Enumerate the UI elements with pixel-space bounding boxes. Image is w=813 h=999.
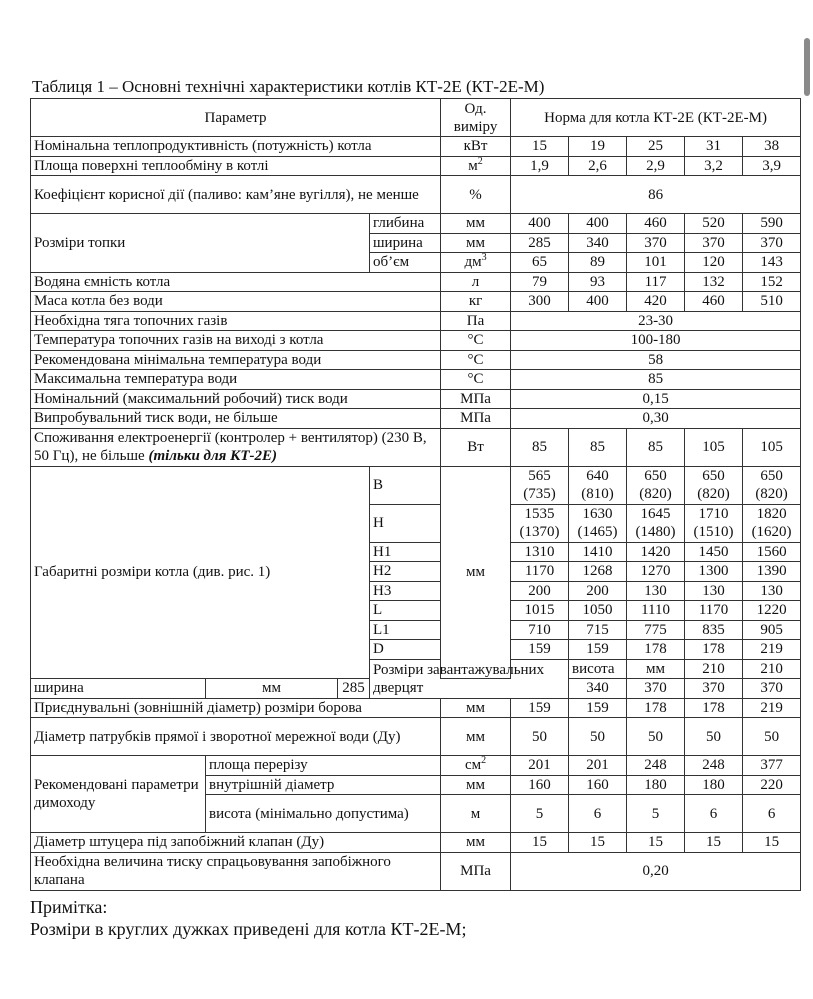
row-unit: мм (627, 659, 685, 679)
cell-value: 2,9 (627, 156, 685, 176)
cell-value: 377 (743, 756, 801, 776)
cell-value: 50 (743, 718, 801, 756)
table-row (31, 214, 801, 234)
row-unit (441, 756, 511, 776)
row-label: Випробувальний тиск води, не більше (31, 409, 441, 429)
row-unit: мм (441, 466, 511, 679)
cell-value: 50 (685, 718, 743, 756)
value-alt: (820) (639, 486, 672, 502)
row-label: Рекомендована мінімальна температура води (31, 350, 441, 370)
row-label: Коефіцієнт корисної дії (паливо: кам’яне вугілля), не менше (31, 176, 441, 214)
row-sublabel: ширина (370, 233, 441, 253)
value-main: 1820 (756, 506, 787, 522)
cell-value: 3,2 (685, 156, 743, 176)
row-unit: Вт (441, 428, 511, 466)
row-sublabel: D (370, 640, 441, 660)
cell-value: 15 (685, 833, 743, 853)
cell-value: 132 (685, 272, 743, 292)
cell-value: 370 (743, 679, 801, 699)
row-unit: мм (441, 698, 511, 718)
table-row (31, 176, 801, 214)
note-title: Примітка: (30, 897, 108, 917)
cell-value: 152 (743, 272, 801, 292)
cell-value: 0,15 (511, 389, 801, 409)
cell-value: 85 (569, 428, 627, 466)
cell-value: 58 (511, 350, 801, 370)
value-alt: (810) (581, 486, 614, 502)
cell-value: 905 (743, 620, 801, 640)
row-label: Температура топочних газів на виході з котла (31, 331, 441, 351)
cell-value: 370 (627, 233, 685, 253)
cell-value: 2,6 (569, 156, 627, 176)
row-label: Необхідна тяга топочних газів (31, 311, 441, 331)
cell-value: 178 (627, 698, 685, 718)
row-label: Діаметр штуцера під запобіжний клапан (Ду) (31, 833, 441, 853)
cell-value (569, 466, 627, 504)
value-main: 1710 (698, 506, 729, 522)
row-sublabel: висота (мінімально допустима) (206, 795, 441, 833)
row-label: Приєднувальні (зовнішній діаметр) розміри борова (31, 698, 441, 718)
table-row (31, 292, 801, 312)
row-unit: мм (441, 833, 511, 853)
cell-value: 1390 (743, 562, 801, 582)
cell-value: 86 (511, 176, 801, 214)
cell-value: 1170 (685, 601, 743, 621)
cell-value: 31 (685, 137, 743, 157)
row-label-text: Споживання електроенергії (контролер + вентилятор) (230 В, 50 Гц), не більше (34, 430, 427, 464)
row-sublabel: H2 (370, 562, 441, 582)
cell-value: 79 (511, 272, 569, 292)
cell-value: 200 (569, 581, 627, 601)
cell-value: 105 (685, 428, 743, 466)
table-row (31, 466, 801, 504)
cell-value: 340 (569, 233, 627, 253)
row-sublabel: B (370, 466, 441, 504)
row-unit: мм (441, 775, 511, 795)
row-unit: % (441, 176, 511, 214)
cell-value: 130 (627, 581, 685, 601)
cell-value (627, 466, 685, 504)
cell-value (511, 466, 569, 504)
cell-value: 25 (627, 137, 685, 157)
cell-value: 0,20 (511, 852, 801, 890)
table-header-row (31, 99, 801, 137)
row-unit: °С (441, 331, 511, 351)
row-sublabel: глибина (370, 214, 441, 234)
cell-value: 5 (627, 795, 685, 833)
cell-value: 143 (743, 253, 801, 273)
row-unit: кг (441, 292, 511, 312)
cell-value: 1310 (511, 542, 569, 562)
cell-value: 1050 (569, 601, 627, 621)
cell-value: 1410 (569, 542, 627, 562)
cell-value: 180 (627, 775, 685, 795)
cell-value: 340 (569, 679, 627, 699)
cell-value: 38 (743, 137, 801, 157)
scrollbar[interactable] (804, 38, 810, 96)
cell-value (743, 504, 801, 542)
row-label: Номінальний (максимальний робочий) тиск води (31, 389, 441, 409)
cell-value: 210 (685, 659, 743, 679)
row-sublabel: ширина (31, 679, 206, 699)
cell-value: 1110 (627, 601, 685, 621)
row-sublabel: об’єм (370, 253, 441, 273)
cell-value (511, 504, 569, 542)
cell-value: 1560 (743, 542, 801, 562)
cell-value (569, 504, 627, 542)
cell-value: 200 (511, 581, 569, 601)
value-main: 650 (702, 468, 725, 484)
row-label: Діаметр патрубків прямої і зворотної мережної води (Ду) (31, 718, 441, 756)
cell-value: 178 (685, 640, 743, 660)
value-alt: (1370) (519, 524, 560, 540)
row-unit: л (441, 272, 511, 292)
table-row (31, 331, 801, 351)
cell-value: 3,9 (743, 156, 801, 176)
cell-value: 775 (627, 620, 685, 640)
cell-value: 15 (569, 833, 627, 853)
cell-value: 15 (627, 833, 685, 853)
unit-text: м (468, 157, 478, 174)
value-alt: (1510) (693, 524, 734, 540)
cell-value: 1170 (511, 562, 569, 582)
table-row (31, 272, 801, 292)
header-norm: Норма для котла КТ-2Е (КТ-2Е-М) (511, 99, 801, 137)
cell-value: 201 (511, 756, 569, 776)
cell-value: 160 (569, 775, 627, 795)
value-main: 640 (586, 468, 609, 484)
row-unit: мм (206, 679, 338, 699)
cell-value (743, 466, 801, 504)
table-caption: Таблиця 1 – Основні технічні характеристики котлів КТ-2Е (КТ-2Е-М) (32, 77, 545, 96)
cell-value: 370 (627, 679, 685, 699)
cell-value: 15 (511, 833, 569, 853)
cell-value: 460 (627, 214, 685, 234)
value-alt: (820) (697, 486, 730, 502)
row-label: Розміри топки (31, 214, 370, 273)
row-label: Водяна ємність котла (31, 272, 441, 292)
row-sublabel: L1 (370, 620, 441, 640)
table-row (31, 852, 801, 890)
row-unit (441, 253, 511, 273)
row-label: Необхідна величина тиску спрацьовування запобіжного клапана (31, 852, 441, 890)
value-main: 565 (528, 468, 551, 484)
cell-value: 19 (569, 137, 627, 157)
cell-value: 105 (743, 428, 801, 466)
cell-value: 85 (511, 428, 569, 466)
unit-sup: 3 (481, 252, 487, 264)
row-sublabel: внутрішній діаметр (206, 775, 441, 795)
cell-value: 370 (685, 233, 743, 253)
cell-value (685, 504, 743, 542)
cell-value: 178 (627, 640, 685, 660)
cell-value: 219 (743, 698, 801, 718)
cell-value: 710 (511, 620, 569, 640)
row-unit: МПа (441, 852, 511, 890)
row-sublabel: H3 (370, 581, 441, 601)
cell-value: 15 (511, 137, 569, 157)
cell-value: 101 (627, 253, 685, 273)
table-row (31, 311, 801, 331)
cell-value: 1015 (511, 601, 569, 621)
cell-value: 510 (743, 292, 801, 312)
unit-sup: 2 (477, 156, 483, 167)
cell-value: 100-180 (511, 331, 801, 351)
row-sublabel: L (370, 601, 441, 621)
row-unit: МПа (441, 409, 511, 429)
cell-value: 400 (569, 214, 627, 234)
cell-value: 420 (627, 292, 685, 312)
cell-value: 520 (685, 214, 743, 234)
cell-value: 50 (627, 718, 685, 756)
cell-value: 400 (511, 214, 569, 234)
table-row (31, 698, 801, 718)
value-alt: (735) (523, 486, 556, 502)
table-row (31, 156, 801, 176)
cell-value: 210 (743, 659, 801, 679)
cell-value: 1270 (627, 562, 685, 582)
cell-value: 248 (627, 756, 685, 776)
cell-value: 590 (743, 214, 801, 234)
row-label: Максимальна температура води (31, 370, 441, 390)
cell-value: 159 (569, 640, 627, 660)
cell-value: 1300 (685, 562, 743, 582)
cell-value: 130 (743, 581, 801, 601)
value-main: 1645 (640, 506, 671, 522)
cell-value (685, 466, 743, 504)
row-unit: МПа (441, 389, 511, 409)
table-row (31, 756, 801, 776)
cell-value: 248 (685, 756, 743, 776)
cell-value: 300 (511, 292, 569, 312)
table-row (31, 833, 801, 853)
cell-value: 1268 (569, 562, 627, 582)
row-label: Площа поверхні теплообміну в котлі (31, 156, 441, 176)
value-alt: (1480) (635, 524, 676, 540)
cell-value: 117 (627, 272, 685, 292)
table-row (31, 370, 801, 390)
spec-table-body (31, 99, 801, 891)
row-unit: мм (441, 718, 511, 756)
value-main: 650 (644, 468, 667, 484)
row-label (31, 428, 441, 466)
row-sublabel: площа перерізу (206, 756, 441, 776)
row-sublabel: висота (569, 659, 627, 679)
cell-value: 65 (511, 253, 569, 273)
value-main: 1630 (582, 506, 613, 522)
cell-value: 715 (569, 620, 627, 640)
row-sublabel: H (370, 504, 441, 542)
cell-value: 93 (569, 272, 627, 292)
cell-value: 0,30 (511, 409, 801, 429)
table-row (31, 409, 801, 429)
cell-value: 178 (685, 698, 743, 718)
value-alt: (1620) (751, 524, 792, 540)
cell-value: 1420 (627, 542, 685, 562)
cell-value: 6 (685, 795, 743, 833)
cell-value: 370 (685, 679, 743, 699)
cell-value: 23-30 (511, 311, 801, 331)
cell-value: 159 (569, 698, 627, 718)
cell-value: 159 (511, 698, 569, 718)
cell-value: 285 (511, 233, 569, 253)
row-label: Номінальна теплопродуктивність (потужність) котла (31, 137, 441, 157)
value-alt: (820) (755, 486, 788, 502)
header-unit: Од. виміру (441, 99, 511, 137)
row-label: Маса котла без води (31, 292, 441, 312)
cell-value: 180 (685, 775, 743, 795)
row-unit: кВт (441, 137, 511, 157)
cell-value: 220 (743, 775, 801, 795)
row-unit: мм (441, 233, 511, 253)
unit-text: дм (464, 254, 482, 271)
cell-value: 50 (511, 718, 569, 756)
table-row (31, 428, 801, 466)
cell-value: 201 (569, 756, 627, 776)
cell-value: 1450 (685, 542, 743, 562)
row-label: Габаритні розміри котла (див. рис. 1) (31, 466, 370, 679)
row-unit: м (441, 795, 511, 833)
table-row (31, 389, 801, 409)
table-row (31, 718, 801, 756)
cell-value (627, 504, 685, 542)
row-label: Рекомендовані параметри димоходу (31, 756, 206, 833)
cell-value: 159 (511, 640, 569, 660)
cell-value: 6 (743, 795, 801, 833)
cell-value: 85 (511, 370, 801, 390)
unit-text: см (464, 757, 482, 774)
cell-value: 120 (685, 253, 743, 273)
table-row (31, 137, 801, 157)
value-alt: (1465) (577, 524, 618, 540)
cell-value: 1220 (743, 601, 801, 621)
value-main: 1535 (524, 506, 555, 522)
cell-value: 460 (685, 292, 743, 312)
row-label: Розміри завантажувальних дверцят (370, 659, 569, 698)
cell-value: 835 (685, 620, 743, 640)
cell-value: 130 (685, 581, 743, 601)
cell-value: 285 (338, 679, 370, 699)
row-unit: °С (441, 370, 511, 390)
cell-value: 85 (627, 428, 685, 466)
note-text: Розміри в круглих дужках приведені для котла КТ-2Е-М; (30, 919, 467, 939)
row-label-emphasis: (тільки для КТ-2Е) (148, 448, 277, 464)
row-unit: Па (441, 311, 511, 331)
cell-value: 89 (569, 253, 627, 273)
row-sublabel: H1 (370, 542, 441, 562)
unit-sup: 2 (481, 755, 487, 767)
row-unit (441, 156, 511, 176)
cell-value: 219 (743, 640, 801, 660)
spec-table (30, 98, 801, 891)
table-row (31, 350, 801, 370)
row-unit: мм (441, 214, 511, 234)
row-unit: °С (441, 350, 511, 370)
cell-value: 5 (511, 795, 569, 833)
cell-value: 370 (743, 233, 801, 253)
cell-value: 1,9 (511, 156, 569, 176)
value-main: 650 (760, 468, 783, 484)
cell-value: 160 (511, 775, 569, 795)
cell-value: 400 (569, 292, 627, 312)
cell-value: 50 (569, 718, 627, 756)
cell-value: 15 (743, 833, 801, 853)
header-param: Параметр (31, 99, 441, 137)
cell-value: 6 (569, 795, 627, 833)
